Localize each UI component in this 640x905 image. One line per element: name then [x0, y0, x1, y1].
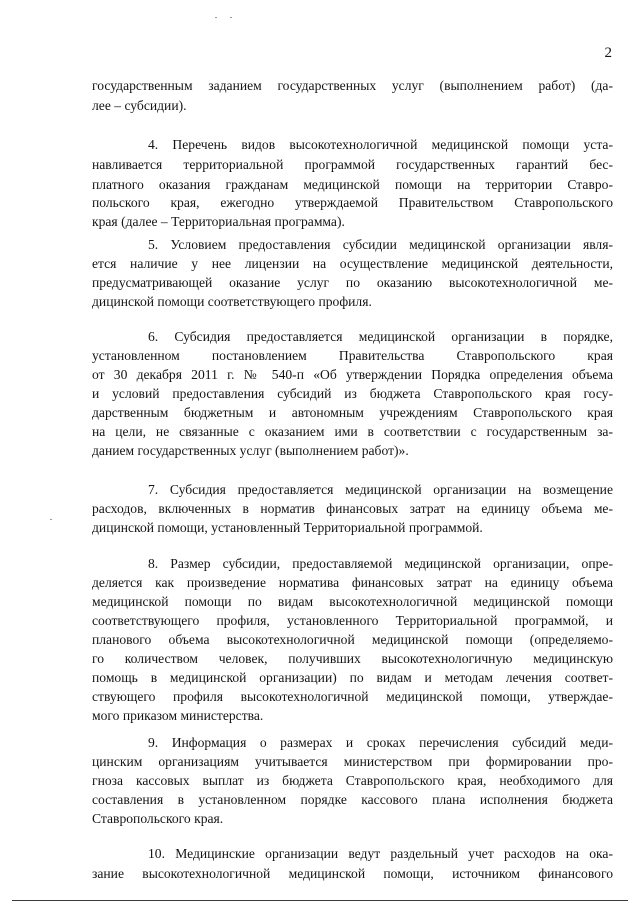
text-line: 5. Условием предоставления субсидии медицинской организации явля-: [148, 237, 613, 252]
text-line: от 30 декабря 2011 г. № 540-п «Об утверждении Порядка определения объема: [92, 367, 613, 382]
text-line: дицинской помощи соответствующего профиля.: [92, 294, 372, 309]
text-line: предусматривающей оказание услуг по оказанию высокотехнологичной ме-: [92, 275, 613, 290]
text-line: зание высокотехнологичной медицинской помощи, источником финансового: [92, 866, 613, 881]
text-line: Ставропольского края.: [92, 811, 224, 826]
text-line: мого приказом министерства.: [92, 708, 264, 723]
scan-speck: [50, 519, 52, 520]
text-line: 9. Информация о размерах и сроках перечисления субсидий меди-: [148, 735, 613, 750]
text-line: соответствующего профиля, установленного Территориальной программой, и: [92, 613, 613, 628]
text-line: ется наличие у нее лицензии на осуществление медицинской деятельности,: [92, 256, 613, 271]
text-line: медицинской помощи по видам высокотехнологичной медицинской помощи: [92, 594, 613, 609]
scan-speck: [215, 17, 217, 18]
text-line: расходов, включенных в норматив финансовых затрат на единицу объема ме-: [92, 501, 613, 516]
text-line: гноза кассовых выплат из бюджета Ставропольского края, необходимого для: [92, 773, 613, 788]
text-line: края (далее – Территориальная программа).: [92, 214, 345, 229]
text-line: платного оказания гражданам медицинской помощи на территории Ставро-: [92, 177, 613, 192]
text-line: 4. Перечень видов высокотехнологичной медицинской помощи уста-: [148, 137, 613, 152]
text-line: го количеством человек, получивших высокотехнологичную медицинскую: [92, 651, 613, 666]
text-line: планового объема высокотехнологичной медицинской помощи (определяемо-: [92, 632, 613, 647]
text-line: польского края, ежегодно утверждаемой Правительством Ставропольского: [92, 195, 613, 210]
text-line: и условий предоставления субсидий из бюджета Ставропольского края госу-: [92, 386, 613, 401]
text-line: 8. Размер субсидии, предоставляемой медицинской организации, опре-: [148, 556, 613, 571]
text-line: данием государственных услуг (выполнением работ)».: [92, 443, 409, 458]
text-line: 10. Медицинские организации ведут раздельный учет расходов на ока-: [148, 846, 613, 861]
text-line: составления в установленном порядке кассового плана исполнения бюджета: [92, 792, 613, 807]
text-line: государственным заданием государственных услуг (выполнением работ) (да-: [92, 78, 613, 93]
text-line: помощь в медицинской организации) по видам и методам лечения соответ-: [92, 670, 613, 685]
text-line: деляется как произведение норматива финансовых затрат на единицу объема: [92, 575, 613, 590]
scan-bottom-edge: [12, 900, 628, 901]
text-line: дарственным бюджетным и автономным учреждениям Ставропольского края: [92, 405, 613, 420]
page-number: 2: [604, 45, 612, 61]
scan-speck: [230, 17, 232, 18]
text-line: установленном постановлением Правительства Ставропольского края: [92, 348, 613, 363]
text-line: 6. Субсидия предоставляется медицинской организации в порядке,: [148, 329, 613, 344]
text-line: лее – субсидии).: [92, 98, 187, 113]
text-line: дицинской помощи, установленный Территориальной программой.: [92, 520, 483, 535]
text-line: 7. Субсидия предоставляется медицинской организации на возмещение: [148, 482, 613, 497]
text-line: на цели, не связанные с оказанием ими в соответствии с государственным за-: [92, 424, 613, 439]
text-line: цинским организациям учитывается министерством при формировании про-: [92, 754, 613, 769]
text-line: ствующего профиля высокотехнологичной медицинской помощи, утверждае-: [92, 689, 613, 704]
text-line: навливается территориальной программой государственных гарантий бес-: [92, 157, 613, 172]
